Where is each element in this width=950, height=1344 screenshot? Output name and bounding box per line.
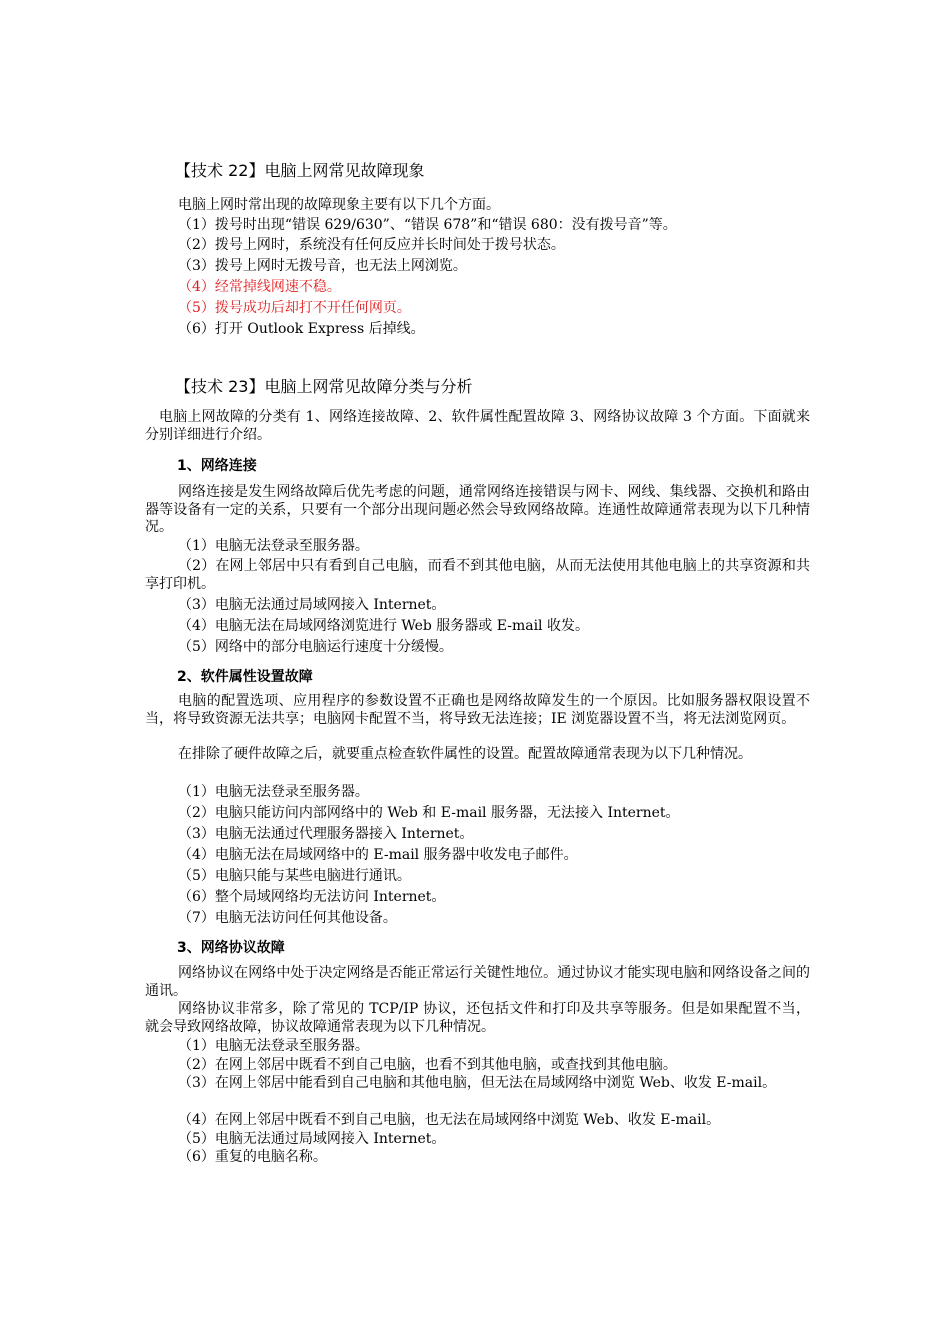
section-22-item-5-highlight: （5）拨号成功后却打不开任何网页。 — [178, 300, 411, 316]
subsection-2-item-1: （1）电脑无法登录至服务器。 — [178, 784, 369, 800]
subsection-3-item-6: （6）重复的电脑名称。 — [178, 1149, 327, 1165]
section-22-intro: 电脑上网时常出现的故障现象主要有以下几个方面。 — [178, 197, 500, 213]
subsection-1-heading: 1、网络连接 — [177, 458, 257, 474]
section-22-item-1: （1）拨号时出现“错误 629/630”、“错误 678”和“错误 680：没有拨号音”等。 — [178, 217, 677, 233]
subsection-2-para-1: 电脑的配置选项、应用程序的参数设置不正确也是网络故障发生的一个原因。比如服务器权限设置不当，将导致资源无法共享；电脑网卡配置不当，将导致无法连接；IE 浏览器设置不当，将无法浏览网页。 — [145, 693, 810, 727]
subsection-1-item-5: （5）网络中的部分电脑运行速度十分缓慢。 — [178, 639, 453, 655]
section-22-item-2: （2）拨号上网时，系统没有任何反应并长时间处于拨号状态。 — [178, 237, 565, 253]
subsection-2-item-5: （5）电脑只能与某些电脑进行通讯。 — [178, 868, 411, 884]
subsection-3-item-4: （4）在网上邻居中既看不到自己电脑，也无法在局域网络中浏览 Web、收发 E-mail。 — [178, 1112, 721, 1128]
subsection-1-item-1: （1）电脑无法登录至服务器。 — [178, 538, 369, 554]
subsection-2-para-2: 在排除了硬件故障之后，就要重点检查软件属性的设置。配置故障通常表现为以下几种情况。 — [178, 746, 752, 762]
subsection-3-para-2: 网络协议非常多，除了常见的 TCP/IP 协议，还包括文件和打印及共享等服务。但是如果配置不当，就会导致网络故障，协议故障通常表现为以下几种情况。 — [145, 1001, 810, 1035]
section-22-item-6: （6）打开 Outlook Express 后掉线。 — [178, 321, 425, 337]
subsection-3-item-5: （5）电脑无法通过局域网接入 Internet。 — [178, 1131, 446, 1147]
subsection-2-item-3: （3）电脑无法通过代理服务器接入 Internet。 — [178, 826, 474, 842]
subsection-2-item-2: （2）电脑只能访问内部网络中的 Web 和 E-mail 服务器，无法接入 Internet。 — [178, 805, 680, 821]
section-22-item-3: （3）拨号上网时无拨号音，也无法上网浏览。 — [178, 258, 467, 274]
subsection-2-item-7: （7）电脑无法访问任何其他设备。 — [178, 910, 397, 926]
section-22-item-4-highlight: （4）经常掉线网速不稳。 — [178, 279, 341, 295]
subsection-3-item-2: （2）在网上邻居中既看不到自己电脑，也看不到其他电脑，或查找到其他电脑。 — [178, 1057, 677, 1073]
section-22-title: 【技术 22】电脑上网常见故障现象 — [175, 161, 425, 180]
subsection-1-item-3: （3）电脑无法通过局域网接入 Internet。 — [178, 597, 446, 613]
subsection-1-item-2: （2）在网上邻居中只有看到自己电脑，而看不到其他电脑，从而无法使用其他电脑上的共享资源和共享打印机。 — [145, 558, 810, 592]
subsection-2-item-6: （6）整个局域网络均无法访问 Internet。 — [178, 889, 446, 905]
subsection-1-para: 网络连接是发生网络故障后优先考虑的问题，通常网络连接错误与网卡、网线、集线器、交换机和路由器等设备有一定的关系，只要有一个部分出现问题必然会导致网络故障。连通性故障通常表现为以下几种情况。 — [145, 484, 810, 535]
subsection-3-item-3: （3）在网上邻居中能看到自己电脑和其他电脑，但无法在局域网络中浏览 Web、收发 E-mail。 — [178, 1075, 777, 1091]
section-23-intro: 电脑上网故障的分类有 1、网络连接故障、2、软件属性配置故障 3、网络协议故障 3 个方面。下面就来分别详细进行介绍。 — [145, 409, 810, 443]
subsection-3-item-1: （1）电脑无法登录至服务器。 — [178, 1038, 369, 1054]
subsection-3-para-1: 网络协议在网络中处于决定网络是否能正常运行关键性地位。通过协议才能实现电脑和网络设备之间的通讯。 — [145, 965, 810, 999]
subsection-3-heading: 3、网络协议故障 — [177, 940, 285, 956]
subsection-2-item-4: （4）电脑无法在局域网络中的 E-mail 服务器中收发电子邮件。 — [178, 847, 578, 863]
section-23-title: 【技术 23】电脑上网常见故障分类与分析 — [175, 377, 473, 396]
subsection-1-item-4: （4）电脑无法在局域网络浏览进行 Web 服务器或 E-mail 收发。 — [178, 618, 589, 634]
subsection-2-heading: 2、软件属性设置故障 — [177, 669, 313, 685]
